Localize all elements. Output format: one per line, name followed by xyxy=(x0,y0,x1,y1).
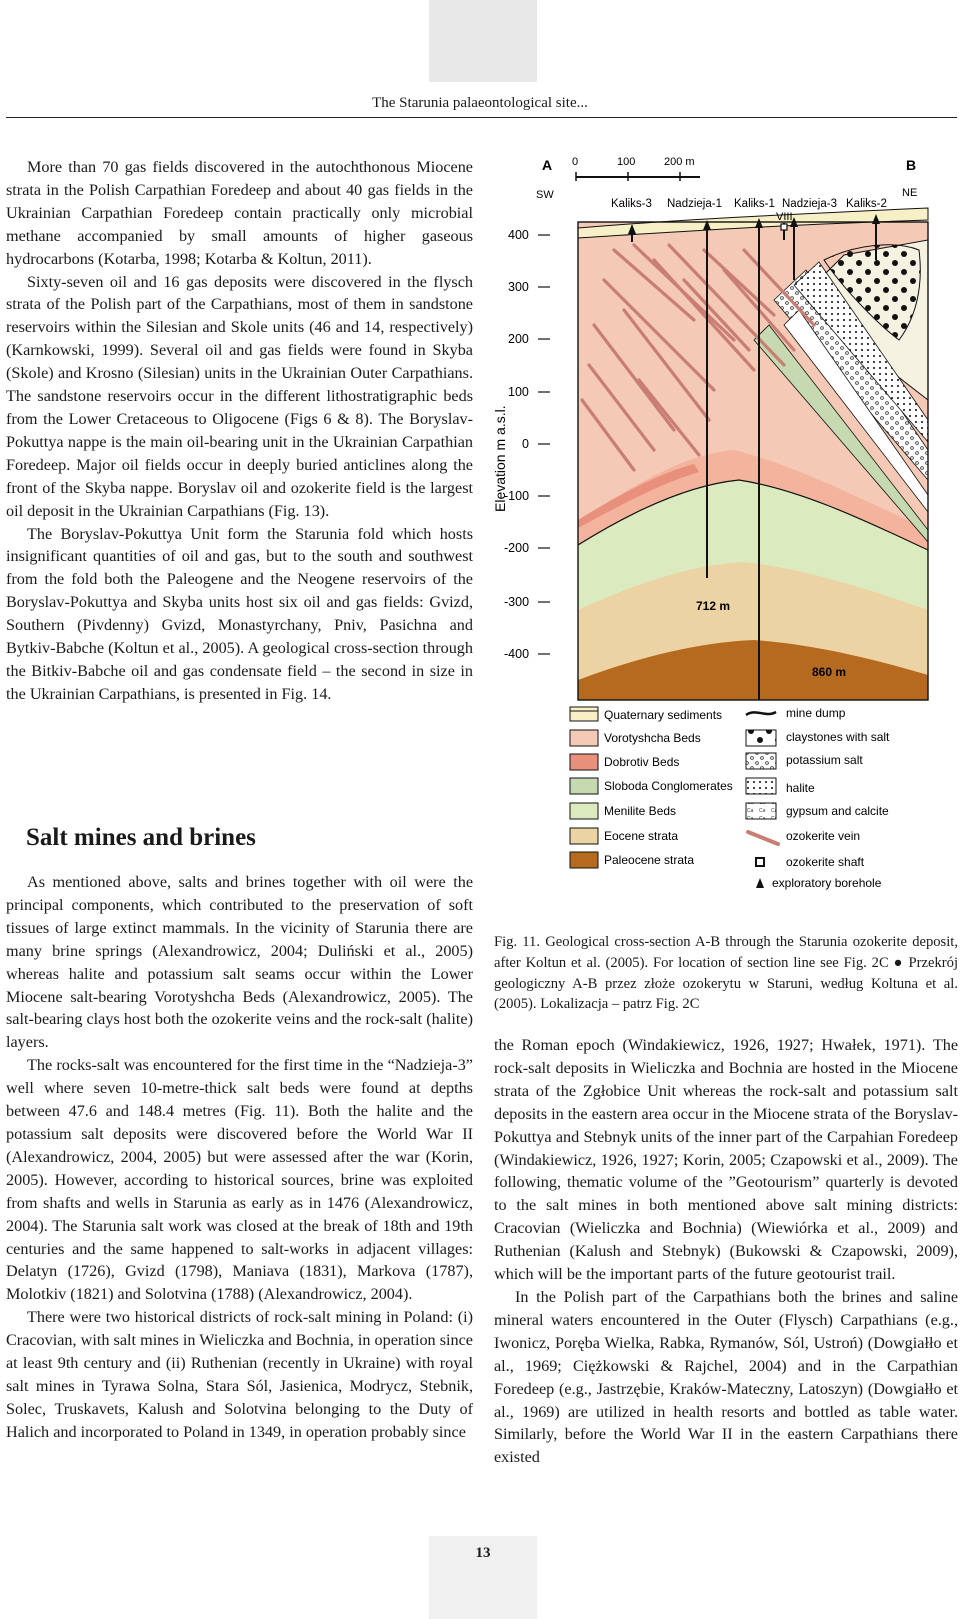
legend-item xyxy=(756,876,882,890)
scale-bar xyxy=(572,156,700,181)
paragraph: the Roman epoch (Windakiewicz, 1926, 1927; Hwałek, 1971). The rock-salt deposits in Wieliczka and Bochnia are hosted in the Miocene strata of the Zgłobice Unit whereas the rock-salt and potassium salt deposits in the eastern area occur in the Miocene strata of the Boryslav-Pokuttya and Stebnyk units of the inner part of the Carpahian Foredeep (Windakiewicz, 1926, 1927; Korin, 2005; Czapowski et al., 2009). The following, thematic volume of the ”Geotourism” quarterly is devoted to the salt mines in both mentioned above salt mining districts: Cracovian (Wieliczka and Bochnia) (Wiewiórka et al., 2009) and Ruthenian (Kalush and Stebnyk) (Bukowski & Czapowski, 2009), which will be the important parts of the future geotourist trail. xyxy=(494,1036,958,1284)
left-column-lower xyxy=(6,871,473,1444)
legend-label: ozokerite shaft xyxy=(786,855,865,869)
legend-label: Sloboda Conglomerates xyxy=(604,779,733,793)
tick-label: 0 xyxy=(522,437,529,451)
legend-label: mine dump xyxy=(786,706,846,720)
label-a: A xyxy=(542,157,553,173)
cross-section-svg xyxy=(494,150,960,930)
section-heading: Salt mines and brines xyxy=(26,824,256,851)
label-b: B xyxy=(906,157,917,173)
header-tab xyxy=(429,0,537,82)
legend-label: claystones with salt xyxy=(786,730,890,744)
paragraph: As mentioned above, salts and brines together with oil were the principal components, which contributed to the preservation of soft tissues of large extinct mammals. In the vicinity of Starunia there are many brine springs (Alexandrowicz, 2004; Duliński et al., 2005) whereas halite and potassium salt seams occur within the Lower Miocene salt-bearing Vorotyshcha Beds (Alexandrowicz, 2005). The salt-bearing clays host both the ozokerite veins and the rock-salt (halite) layers. xyxy=(6,873,473,1052)
elevation-ticks xyxy=(504,228,550,661)
legend-label: Menilite Beds xyxy=(604,804,677,818)
tick-label: -300 xyxy=(504,595,530,609)
legend-item xyxy=(570,730,701,746)
label-sw: SW xyxy=(536,189,554,201)
paragraph: The rocks-salt was encountered for the first time in the “Nadzieja-3” well where seven 10-metre-thick salt beds were found at depths between 47.6 and 148.4 metres (Fig. 11). Both the halite and the potassium salt deposits were discovered before the World War II (Alexandrowicz, 2004, 2005) but were assessed after the war (Korin, 2005). However, according to historical sources, brine was exploited from shafts and wells in Starunia as early as in 1476 (Alexandrowicz, 2004). The Starunia salt work was closed at the break of 18th and 19th centuries and the same happened to salt-works in adjacent villages: Delatyn (1726), Gvizd (1798), Maniava (1831), Markova (1787), Molotkiv (1821) and Solotvina (1788) (Alexandrowicz, 2004). xyxy=(6,1056,473,1304)
legend xyxy=(570,706,890,890)
ozokerite-shaft-marker xyxy=(781,224,787,230)
legend-label: potassium salt xyxy=(786,753,863,767)
figure-cross-section xyxy=(494,150,960,930)
tick-label: 400 xyxy=(508,228,529,242)
legend-item xyxy=(746,706,846,720)
legend-item xyxy=(570,778,733,794)
legend-label: gypsum and calcite xyxy=(786,804,889,818)
legend-item xyxy=(570,828,678,844)
legend-label: Paleocene strata xyxy=(604,853,695,867)
paragraph: The Boryslav-Pokuttya Unit form the Starunia fold which hosts insignificant quantities of oil and gas, but to the south and southwest from the fold both the Paleogene and the Neogene reservoirs of the Boryslav-Pokuttya and Skyba units host six oil and gas fields: Gvizd, Southern (Pivdenny) Gvizd, Monastyrchany, Pniv, Pasichna and Bytkiv-Babche (Koltun et al., 2005). A geological cross-section through the Bitkiv-Babche oil and gas condensate field – the second in size in the Ukrainian Carpathians, is presented in Fig. 14. xyxy=(6,524,473,703)
axis-label: Elevation m a.s.l. xyxy=(492,405,508,512)
tick-label: 300 xyxy=(508,280,529,294)
legend-label: Eocene strata xyxy=(604,829,679,843)
paragraph: There were two historical districts of rock-salt mining in Poland: (i) Cracovian, with salt mines in Wieliczka and Bochnia, in operation since at least 9th century and (ii) Ruthenian (recently in Ukraine) with royal salt mines in Tyrawa Solna, Stara Sól, Jasienica, Modrycz, Stebnik, Solec, Truskavets, Kalush and Solotvina belonging to the Duty of Halich and incorporated to Poland in 1349, in operation probably since xyxy=(6,1308,473,1441)
geology-layers xyxy=(578,222,928,700)
legend-item xyxy=(746,730,890,746)
well-label: Kaliks-1 xyxy=(734,198,775,210)
depth-label: 712 m xyxy=(696,599,731,613)
paragraph: In the Polish part of the Carpathians both the brines and saline mineral waters encountered in the Outer (Flysch) Carpathians (e.g., Iwonicz, Poręba Wielka, Rabka, Rymanów, Sól, Ustroń) (Dowgiałło et al., 1969; Ciężkowski & Rajchel, 2004) and in the Carpathian Foredeep (e.g., Jastrzębie, Kraków-Mateczny, Latoszyn) (Dowgiałło et al., 1969) are utilized in health resorts and bottled as table water. Similarly, before the World War II in the eastern Carpathians there existed xyxy=(494,1287,958,1467)
well-label: Nadzieja-3 xyxy=(782,198,837,210)
legend-label: exploratory borehole xyxy=(772,876,882,890)
tick-label: -400 xyxy=(504,647,530,661)
well-label: Nadzieja-1 xyxy=(667,198,722,210)
legend-label: ozokerite vein xyxy=(786,829,861,843)
legend-item xyxy=(746,803,889,819)
left-column-upper xyxy=(6,156,473,706)
legend-label: halite xyxy=(786,781,815,795)
legend-item xyxy=(756,855,865,869)
legend-item xyxy=(746,753,863,769)
paragraph: Sixty-seven oil and 16 gas deposits were discovered in the flysch strata of the Polish part of the Carpathians, most of them in sandstone reservoirs within the Silesian and Skole units (46 and 14, respectively) (Karnkowski, 1999). Several oil and gas fields were found in Skyba (Skole) and Krosno (Silesian) units in the Ukrainian Outer Carpathians. The sandstone reservoirs occur in the different lithostratigraphic beds from the Lower Cretaceous to Oligocene (Figs 6 & 8). The Boryslav-Pokuttya nappe is the main oil-bearing unit in the Ukrainian Carpathian Foredeep. Major oil fields occur in deeply buried anticlines along the front of the Skyba nappe. Boryslav oil and ozokerite field is the largest oil deposit in the Ukrainian Carpathians (Fig. 13). xyxy=(6,272,473,520)
legend-label: Vorotyshcha Beds xyxy=(604,731,701,745)
figure-caption: Fig. 11. Geological cross-section A-B through the Starunia ozokerite deposit, after Koltun et al. (2005). For location of section line see Fig. 2C ● Przekrój geologiczny A-B przez złoże ozokerytu w Staruni, według Koltuna et al. (2005). Lokalizacja – patrz Fig. 2C xyxy=(494,934,958,1013)
depth-label: 860 m xyxy=(812,665,847,679)
page-number: 13 xyxy=(475,1545,491,1561)
legend-item xyxy=(748,829,860,844)
tick-label: 100 xyxy=(508,385,529,399)
running-title: The Starunia palaeontological site... xyxy=(372,95,588,111)
tick-label: -200 xyxy=(504,541,530,555)
right-column xyxy=(494,1034,958,1469)
legend-label: Quaternary sediments xyxy=(604,708,723,722)
legend-item xyxy=(570,852,694,868)
label-ne: NE xyxy=(902,187,918,199)
legend-label: Dobrotiv Beds xyxy=(604,755,680,769)
legend-item xyxy=(570,707,722,722)
scale-label: 100 xyxy=(617,156,636,168)
well-label: Kaliks-3 xyxy=(611,198,652,210)
scale-label: 0 xyxy=(572,156,579,168)
scale-label: 200 m xyxy=(664,156,695,168)
legend-item xyxy=(746,778,815,795)
header-rule xyxy=(6,117,957,118)
well-label: Kaliks-2 xyxy=(846,198,887,210)
legend-item xyxy=(570,803,676,819)
paragraph: More than 70 gas fields discovered in the autochthonous Miocene strata in the Polish Carpathian Foredeep and about 40 gas fields in the Ukrainian Carpathian Foredeep contain practically only microbial methane accompanied by small amounts of higher gaseous hydrocarbons (Kotarba, 1998; Kotarba & Koltun, 2011). xyxy=(6,158,473,268)
tick-label: -100 xyxy=(504,489,530,503)
shaft-label: VIII xyxy=(776,211,793,223)
legend-item xyxy=(570,754,679,770)
tick-label: 200 xyxy=(508,332,529,346)
